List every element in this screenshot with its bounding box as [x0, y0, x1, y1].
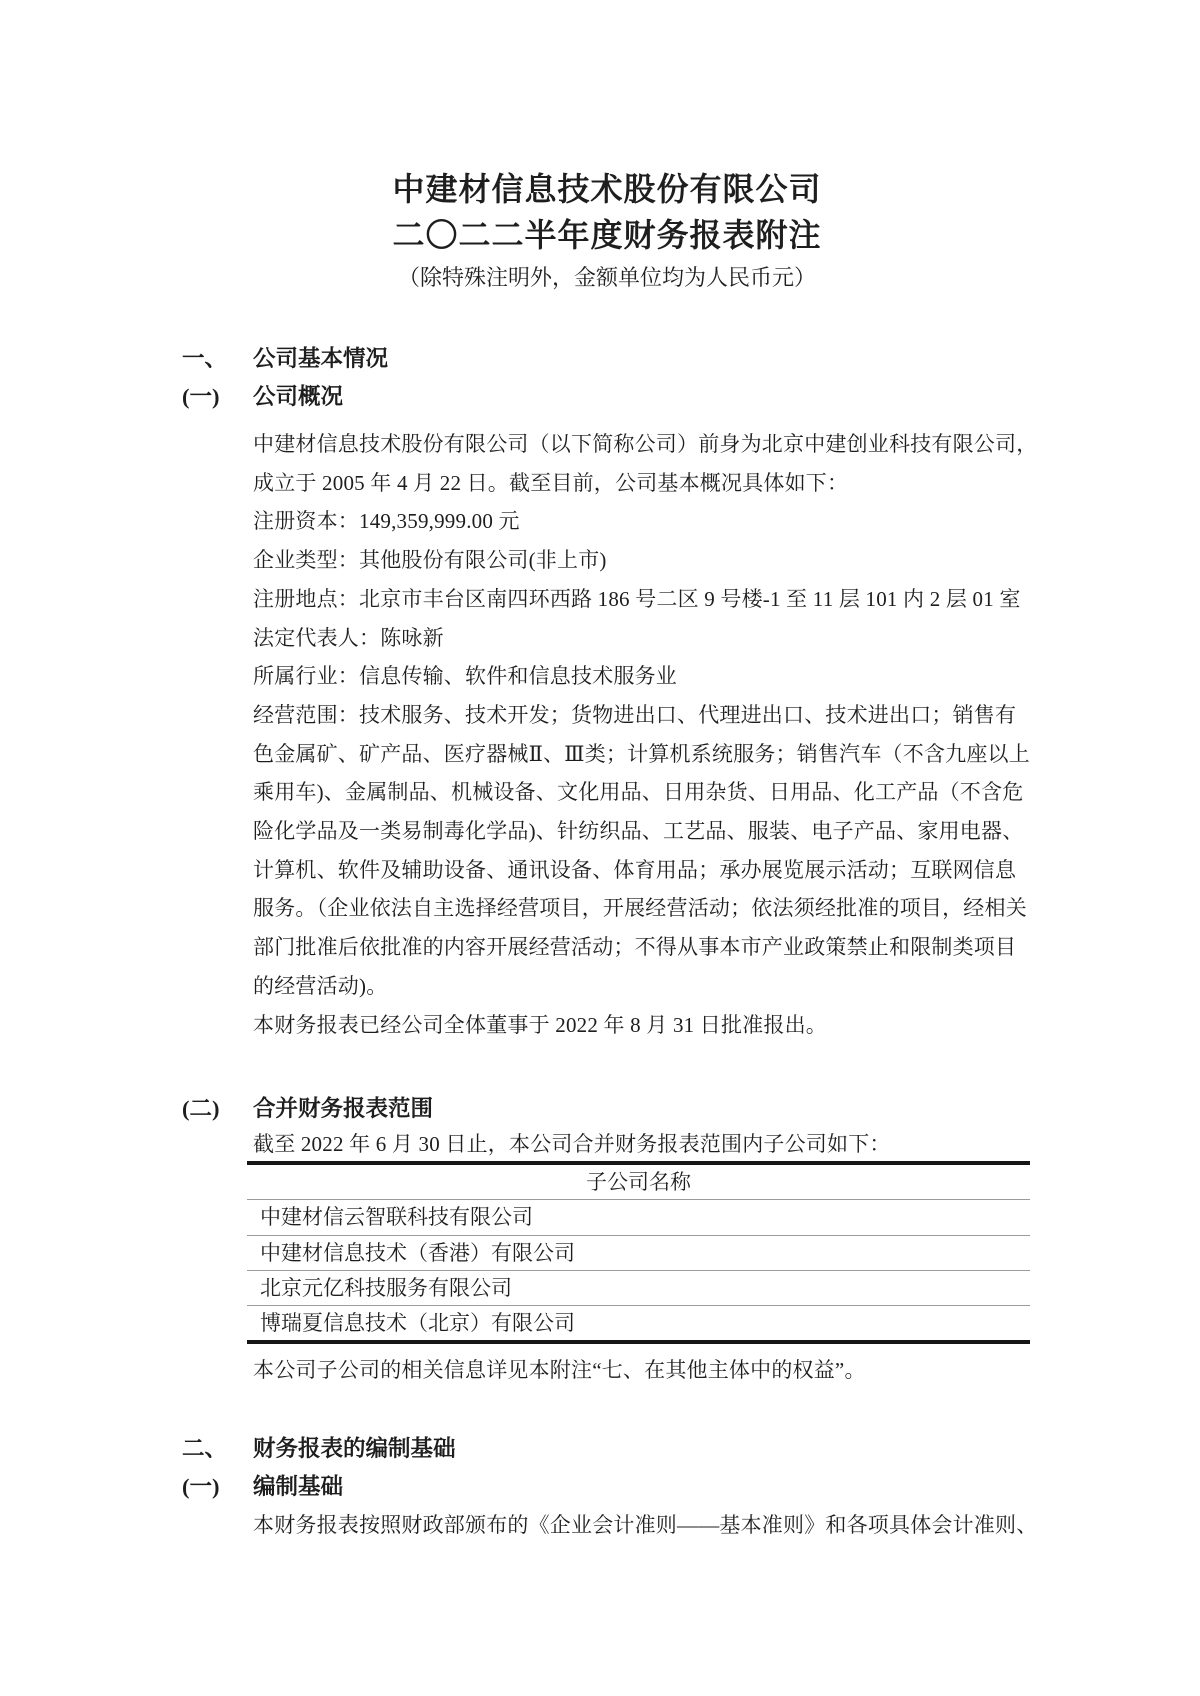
section-number: 二、: [182, 1435, 228, 1461]
currency-unit-note: （除特殊注明外，金额单位均为人民币元）: [397, 265, 816, 290]
section-heading-company-basic-info: [182, 340, 1032, 378]
consolidation-scope-intro: 截至 2022 年 6 月 30 日止，本公司合并财务报表范围内子公司如下：: [253, 1132, 891, 1157]
paragraph-line: 本财务报表已经公司全体董事于 2022 年 8 月 31 日批准报出。: [253, 1012, 827, 1037]
section-title: 公司基本情况: [253, 346, 389, 371]
section-title: 财务报表的编制基础: [253, 1435, 456, 1461]
subsection-number: (一): [182, 1473, 220, 1499]
paragraph-line: 成立于 2005 年 4 月 22 日。截至目前，公司基本概况具体如下：: [253, 470, 849, 495]
paragraph-line: 部门批准后依批准的内容开展经营活动；不得从事本市产业政策禁止和限制类项目: [253, 935, 1017, 960]
paragraph-line: 企业类型：其他股份有限公司(非上市): [253, 548, 607, 573]
paragraph-line: 所属行业：信息传输、软件和信息技术服务业: [253, 664, 677, 689]
paragraph-line: 注册地点：北京市丰台区南四环西路 186 号二区 9 号楼-1 至 11 层 101 内 2 层 01 室: [253, 586, 1021, 611]
table-row-subsidiary: 中建材信息技术（香港）有限公司: [247, 1235, 1030, 1270]
document-title-line2: 二〇二二半年度财务报表附注: [392, 217, 822, 253]
paragraph-line: 险化学品及一类易制毒化学品)、针纺织品、工艺品、服装、电子产品、家用电器、: [253, 819, 1024, 844]
document-title-line1: 中建材信息技术股份有限公司: [392, 171, 822, 207]
subsidiaries-reference-note: 本公司子公司的相关信息详见本附注“七、在其他主体中的权益”。: [253, 1358, 866, 1383]
preparation-basis-paragraph: [182, 1506, 1038, 1545]
paragraph-line: 经营范围：技术服务、技术开发；货物进出口、代理进出口、技术进出口；销售有: [253, 702, 1017, 727]
paragraph-line: 计算机、软件及辅助设备、通讯设备、体育用品；承办展览展示活动；互联网信息: [253, 857, 1017, 882]
subsection-title: 编制基础: [253, 1473, 344, 1499]
table-row-subsidiary: 中建材信云智联科技有限公司: [260, 1205, 533, 1230]
subsection-title: 合并财务报表范围: [253, 1096, 434, 1122]
paragraph-line: 本财务报表按照财政部颁布的《企业会计准则——基本准则》和各项具体会计准则、: [253, 1512, 1038, 1537]
paragraph-line: 的经营活动)。: [253, 973, 388, 998]
subsection-heading-company-overview: [182, 378, 1032, 416]
paragraph-line: 色金属矿、矿产品、医疗器械Ⅱ、Ⅲ类；计算机系统服务；销售汽车（不含九座以上: [253, 741, 1030, 766]
subsection-heading-consolidation-scope: [182, 1090, 1032, 1128]
paragraph-line: 中建材信息技术股份有限公司（以下简称公司）前身为北京中建创业科技有限公司，: [253, 432, 1038, 456]
table-row-subsidiary: 博瑞夏信息技术（北京）有限公司: [247, 1305, 1030, 1340]
subsection-heading-basis: [182, 1468, 1032, 1506]
section-number: 一、: [182, 346, 228, 371]
company-overview-paragraph: [182, 425, 1038, 1044]
subsection-number: (一): [182, 384, 220, 409]
section-heading-preparation-basis: [182, 1430, 1032, 1468]
subsidiaries-table-header: 子公司名称: [247, 1165, 1030, 1200]
subsection-title: 公司概况: [253, 384, 344, 409]
paragraph-line: 注册资本：149,359,999.00 元: [253, 509, 520, 534]
table-row-subsidiary: 北京元亿科技服务有限公司: [247, 1270, 1030, 1305]
paragraph-line: 服务。（企业依法自主选择经营项目，开展经营活动；依法须经批准的项目，经相关: [253, 896, 1027, 921]
subsidiaries-table-body: [247, 1200, 1030, 1340]
paragraph-line: 乘用车)、金属制品、机械设备、文化用品、日用杂货、日用品、化工产品（不含危: [253, 780, 1024, 805]
subsidiaries-table: [247, 1161, 1030, 1344]
subsection-number: (二): [182, 1096, 220, 1122]
paragraph-line: 法定代表人：陈咏新: [253, 625, 444, 650]
